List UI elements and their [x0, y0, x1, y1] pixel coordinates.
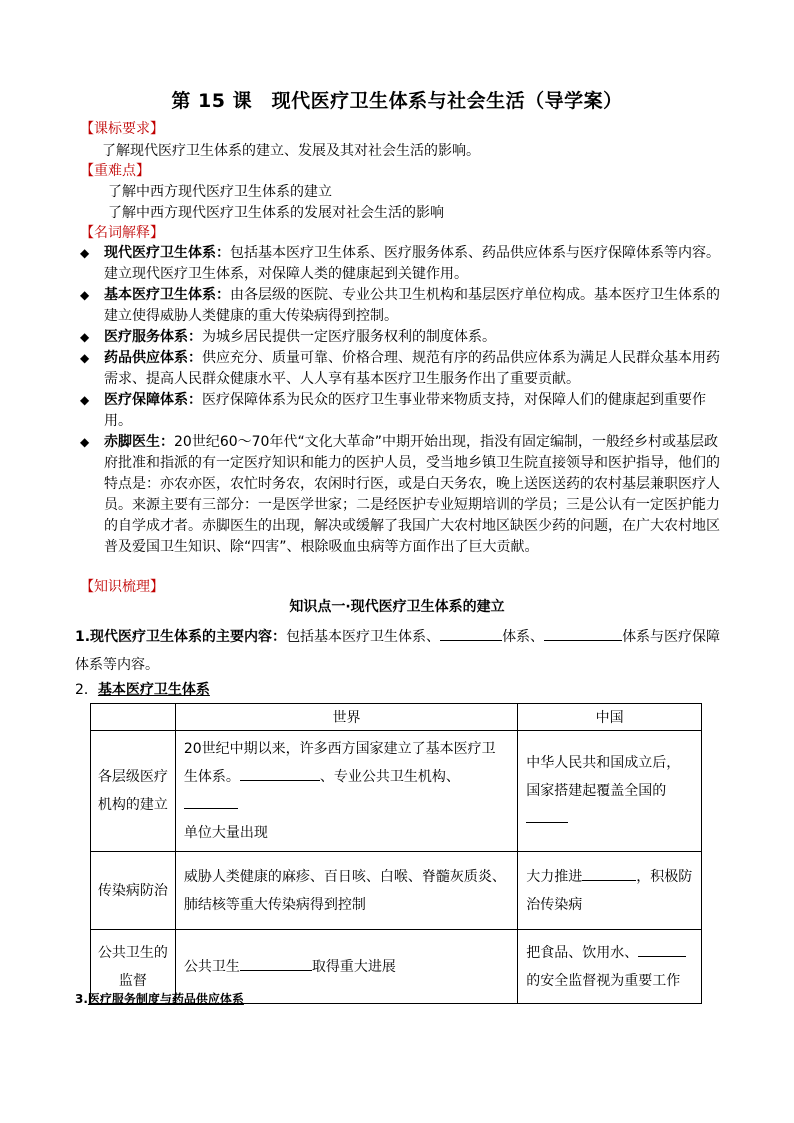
term-definition: 20世纪60～70年代“文化大革命”中期开始出现，指没有固定编制，一般经乡村或基层政府批准和指派的有一定医疗知识和能力的医护人员，受当地乡镇卫生院直接领导和医护指导，他们的特点是：亦农亦医，农忙时务农，农闲时行医，或是白天务农，晚上送医送药的农村基层兼职医疗人员。来源主要有三部分：一是医学世家；二是经医护专业短期培训的学员；三是公认有一定医护能力的自学成才者。赤脚医生的出现，解决或缓解了我国广大农村地区缺医少药的问题，在广大农村地区普及爱国卫生知识、除“四害”、根除吸血虫病等方面作出了巨大贡献。	[104, 434, 720, 555]
fill-blank[interactable]	[440, 626, 502, 641]
key-point-item: 了解中西方现代医疗卫生体系的发展对社会生活的影响	[108, 205, 444, 221]
cell-text: 、专业公共卫生机构、	[319, 769, 460, 785]
question-3-label: 医疗服务制度与药品供应体系	[87, 992, 244, 1006]
question-2	[75, 679, 210, 699]
fill-blank[interactable]	[582, 866, 636, 881]
fill-blank[interactable]	[240, 956, 312, 971]
question-1-text: 体系、	[502, 629, 545, 645]
standards-header: 【课标要求】	[80, 121, 164, 137]
term-definition: 包括基本医疗卫生体系、医疗服务体系、药品供应体系与医疗保障体系等内容。建立现代医疗卫生体系，对保障人类的健康起到关键作用。	[104, 245, 720, 282]
term-definition: 医疗保障体系为民众的医疗卫生事业带来物质支持，对保障人们的健康起到重要作用。	[104, 392, 706, 429]
world-cell: 威胁人类健康的麻疹、百日咳、白喉、脊髓灰质炎、肺结核等重大传染病得到控制	[175, 852, 517, 930]
fill-blank[interactable]	[240, 766, 320, 781]
basic-health-system-table	[87, 703, 702, 1006]
term-name: 赤脚医生：	[104, 434, 174, 450]
knowledge-point-title: 知识点一·现代医疗卫生体系的建立	[289, 599, 505, 615]
key-point-item: 了解中西方现代医疗卫生体系的建立	[108, 184, 332, 200]
diamond-bullet-icon: ◆	[80, 393, 90, 407]
cell-text: 把食品、饮用水、	[526, 944, 639, 961]
row-header: 各层级医疗机构的建立	[91, 731, 176, 852]
question-2-num: 2．	[75, 682, 98, 698]
cell-text: ，积极防治传染病	[526, 868, 693, 913]
row-header: 公共卫生的监督	[91, 930, 176, 1004]
terms-header: 【名词解释】	[80, 225, 164, 241]
column-header-china: 中国	[518, 704, 702, 731]
diamond-bullet-icon: ◆	[80, 330, 90, 344]
cell-text: 20世纪中期以来，许多西方国家建立了基本医疗卫生体系。	[183, 741, 496, 785]
question-1-text: 体系与医疗保障体系等内容。	[75, 629, 721, 673]
term-name: 基本医疗卫生体系：	[104, 287, 230, 303]
fill-blank[interactable]	[544, 626, 622, 641]
china-cell	[518, 852, 702, 930]
fill-blank[interactable]	[638, 942, 686, 957]
china-cell	[518, 930, 702, 1004]
diamond-bullet-icon: ◆	[80, 435, 90, 449]
row-header: 传染病防治	[91, 852, 176, 930]
diamond-bullet-icon: ◆	[80, 288, 90, 302]
cell-text: 大力推进	[526, 868, 583, 885]
question-3-num: 3.	[75, 992, 88, 1006]
table-header-row	[91, 704, 702, 731]
table-row	[91, 731, 702, 852]
review-header: 【知识梳理】	[80, 579, 164, 595]
term-name: 现代医疗卫生体系：	[104, 245, 230, 261]
table-corner-cell	[91, 704, 176, 731]
term-definition: 为城乡居民提供一定医疗服务权利的制度体系。	[202, 329, 496, 345]
page-title: 第 15 课 现代医疗卫生体系与社会生活（导学案）	[171, 90, 623, 112]
table-row	[91, 852, 702, 930]
cell-text: 的安全监督视为重要工作	[526, 972, 681, 989]
term-name: 医疗保障体系：	[104, 392, 202, 408]
diamond-bullet-icon: ◆	[80, 246, 90, 260]
term-name: 药品供应体系：	[104, 350, 202, 366]
cell-text: 中华人民共和国成立后，国家搭建起覆盖全国的	[526, 755, 681, 799]
diamond-bullet-icon: ◆	[80, 351, 90, 365]
column-header-world: 世界	[175, 704, 517, 731]
cell-text: 公共卫生	[183, 958, 240, 975]
china-cell	[518, 731, 702, 852]
term-name: 医疗服务体系：	[104, 329, 202, 345]
term-definition: 供应充分、质量可靠、价格合理、规范有序的药品供应体系为满足人民群众基本用药需求、提高人民群众健康水平、人人享有基本医疗卫生服务作出了重要贡献。	[104, 350, 720, 387]
term-definition: 由各层级的医院、专业公共卫生机构和基层医疗单位构成。基本医疗卫生体系的建立使得威胁人类健康的重大传染病得到控制。	[104, 287, 720, 324]
standards-content: 了解现代医疗卫生体系的建立、发展及其对社会生活的影响。	[102, 143, 480, 159]
question-1-label: 1.现代医疗卫生体系的主要内容：	[75, 629, 287, 645]
question-1-text: 包括基本医疗卫生体系、	[286, 629, 441, 645]
key-points-header: 【重难点】	[80, 163, 150, 179]
fill-blank[interactable]	[184, 794, 238, 809]
question-2-label: 基本医疗卫生体系	[97, 682, 210, 698]
question-1	[75, 623, 725, 679]
cell-text: 取得重大进展	[311, 958, 396, 975]
fill-blank[interactable]	[526, 808, 568, 823]
question-3	[75, 990, 244, 1007]
world-cell	[175, 731, 517, 852]
cell-text: 单位大量出现	[183, 825, 268, 841]
